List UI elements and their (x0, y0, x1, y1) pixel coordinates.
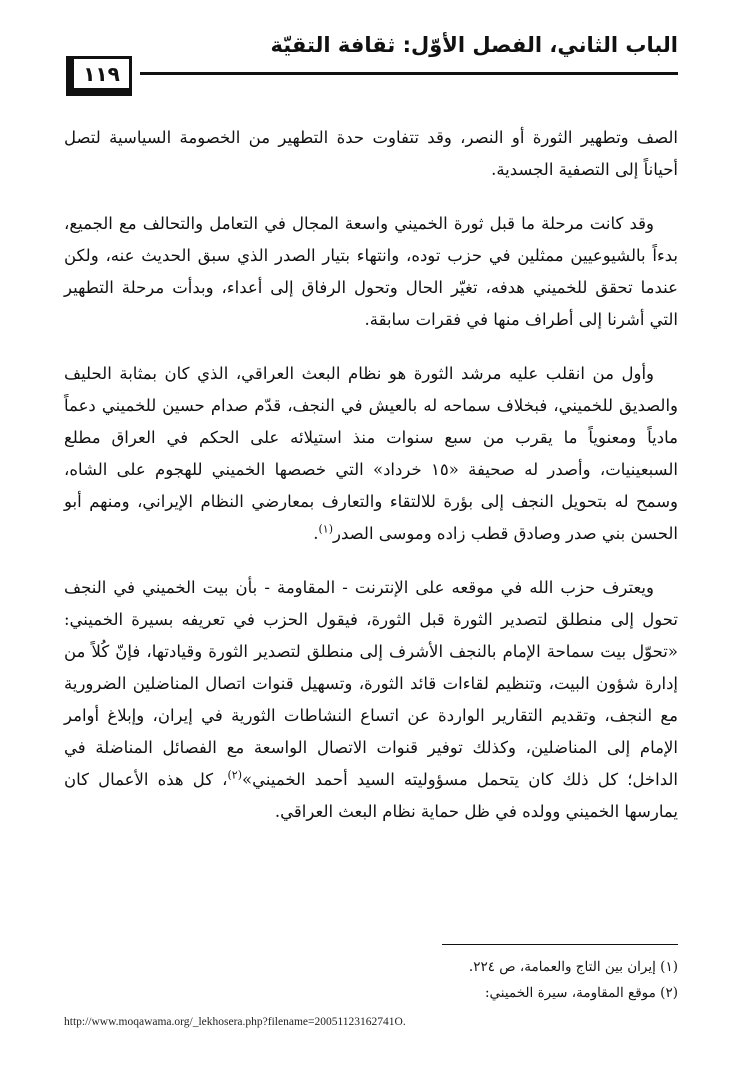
footnote-reference: (٢) (227, 768, 243, 782)
page-number: ١١٩ (83, 61, 120, 86)
paragraph (64, 122, 678, 186)
paragraph-text: وقد كانت مرحلة ما قبل ثورة الخميني واسعة المجال في التعامل والتحالف مع الجميع، بدءاً بالشيوعيين ممثلين في حزب توده، وانتهاء بتيار الصدر الذي سبق الحديث عنه، ولكن عندما تحقق للخميني هدفه، تغيّر الحال وتحول الرفاق إلى أعداء، وبدأت مرحلة التطهير التي أشرنا إلى أطراف منها في فقرات سابقة. (64, 214, 678, 329)
paragraph (64, 208, 678, 336)
paragraph (64, 572, 678, 828)
footnote-rule (442, 944, 678, 945)
footnotes (278, 954, 678, 1006)
header-rule (140, 72, 678, 75)
footnote: (٢) موقع المقاومة، سيرة الخميني: (484, 985, 678, 1001)
paragraph-tail: ، كل هذه الأعمال كان يمارسها الخميني وولده في ظل حماية نظام البعث العراقي. (64, 770, 678, 821)
paragraph (64, 358, 678, 550)
running-head-title: الباب الثاني، الفصل الأوّل: ثقافة التقيّة (270, 33, 678, 57)
footnote-reference: (١) (318, 522, 333, 536)
paragraph-text: ويعترف حزب الله في موقعه على الإنترنت - المقاومة - بأن بيت الخميني في النجف تحول إلى منطلق لتصدير الثورة قبل الثورة، فيقول الحزب في تعريفه بسيرة الخميني: «تحوّل بيت سماحة الإمام بالنجف الأشرف إلى منطلق لتصدير الثورة وقيادتها، فإنّ كُلاً من إدارة شؤون البيت، وتنظيم لقاءات قائد الثورة، وتسهيل قنوات اتصال المناضلين الضرورية مع النجف، وتقديم التقارير الواردة عن اتساع النشاطات الثورية في إيران، وإبلاغ أوامر الإمام إلى المناضلين، وكذلك توفير قنوات الاتصال الواسعة مع الفصائل المناضلة في الداخل؛ كل ذلك كان يتحمل مسؤوليته السيد أحمد الخميني» (64, 578, 678, 789)
page-number-box (66, 56, 132, 96)
paragraph-tail: . (313, 524, 319, 543)
footnote: (١) إيران بين التاج والعمامة، ص ٢٢٤. (468, 959, 678, 975)
paragraph-text: وأول من انقلب عليه مرشد الثورة هو نظام البعث العراقي، الذي كان بمثابة الحليف والصديق للخميني، فبخلاف سماحه له بالعيش في النجف، قدّم صدام حسين للخميني دعماً مادياً ومعنوياً ما يقرب من سبع سنوات منذ استيلائه على الحكم في العراق مطلع السبعينيات، وأصدر له صحيفة «١٥ خرداد» التي خصصها الخميني للهجوم على الشاه، وسمح له بتحويل النجف إلى بؤرة للالتقاء والتعارف بمعارضي النظام الإيراني، ومنهم أبو الحسن بني صدر وصادق قطب زاده وموسى الصدر (64, 364, 678, 543)
paragraph-text: الصف وتطهير الثورة أو النصر، وقد تتفاوت حدة التطهير من الخصومة السياسية لتصل أحياناً إلى التصفية الجسدية. (64, 128, 678, 179)
body-text (64, 122, 678, 850)
source-url: http://www.moqawama.org/_lekhosera.php?filename=20051123162741O. (64, 1016, 406, 1028)
